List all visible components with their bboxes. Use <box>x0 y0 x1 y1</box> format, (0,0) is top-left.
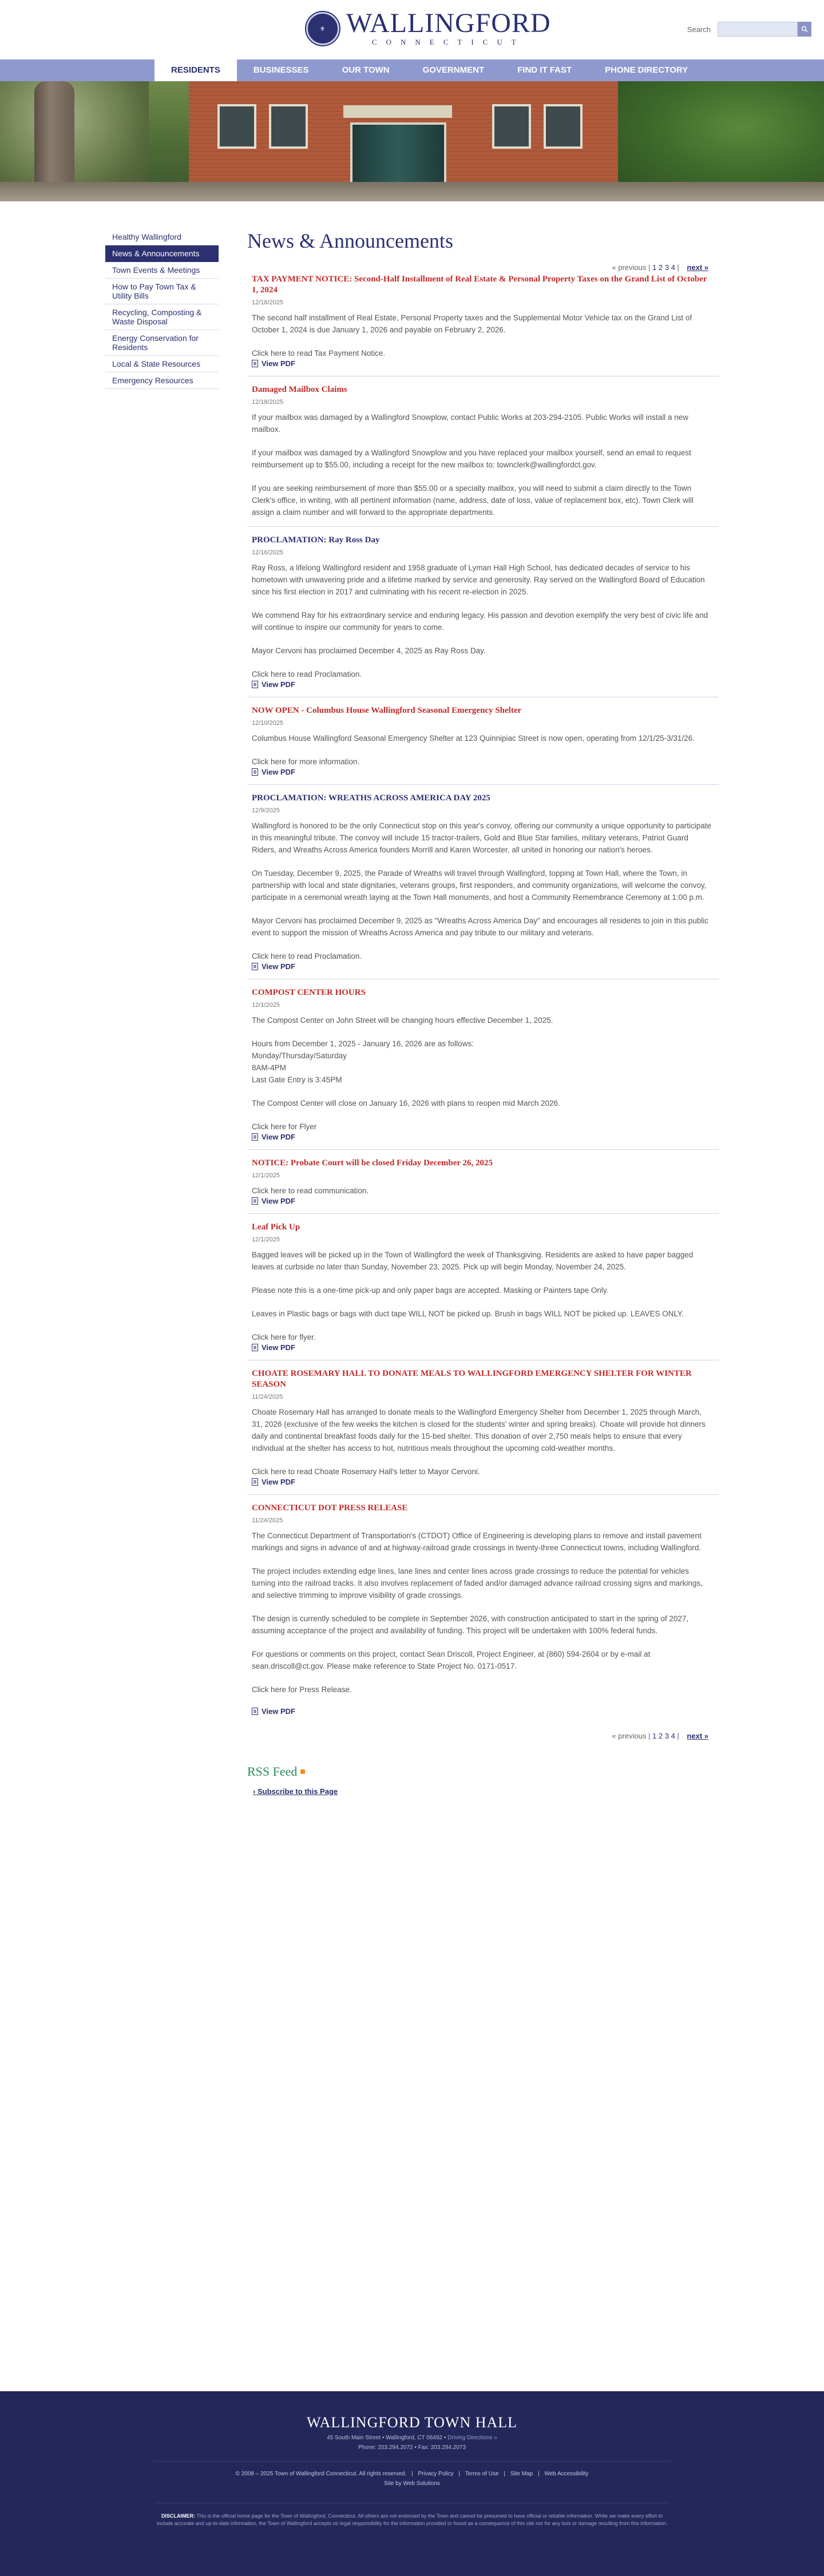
pager-next[interactable]: next » <box>687 1732 708 1740</box>
article-paragraph: Please note this is a one-time pick-up and only paper bags are accepted. Masking or Painters tape Only. <box>252 1286 609 1295</box>
document-icon <box>252 963 258 970</box>
pagination-bottom: « previous | 1 2 3 4 | next » <box>612 1732 708 1740</box>
footer-divider <box>154 2461 670 2462</box>
search-label: Search <box>687 25 711 34</box>
news-article <box>247 1503 719 1724</box>
document-icon <box>252 1344 258 1351</box>
article-paragraph: Hours from December 1, 2025 - January 16, 2026 are as follows: <box>252 1039 474 1048</box>
document-icon <box>252 360 258 367</box>
view-pdf-link[interactable]: View PDF <box>252 1343 714 1352</box>
footer-credit[interactable]: Site by Web Solutions <box>384 2480 440 2487</box>
view-pdf-link[interactable]: View PDF <box>252 680 714 689</box>
document-icon <box>252 681 258 688</box>
news-article <box>247 705 719 785</box>
footer-copyright: © 2008 – 2025 Town of Wallingford Connecticut. All rights reserved. <box>235 2471 407 2477</box>
article-date: 12/18/2025 <box>252 299 284 306</box>
search-input[interactable] <box>718 22 798 37</box>
article-title[interactable]: PROCLAMATION: Ray Ross Day <box>252 535 380 545</box>
pager-page-2[interactable]: 2 <box>658 263 663 272</box>
news-article <box>247 274 719 376</box>
article-title[interactable]: CONNECTICUT DOT PRESS RELEASE <box>252 1503 408 1513</box>
sidebar-item-news[interactable]: News & Announcements <box>105 245 219 262</box>
search-icon <box>801 26 808 33</box>
article-date: 12/18/2025 <box>252 399 284 406</box>
document-icon <box>252 1708 258 1715</box>
pager-previous[interactable]: « previous <box>612 1732 647 1740</box>
article-date: 12/16/2025 <box>252 549 284 556</box>
nav-businesses[interactable]: BUSINESSES <box>253 65 309 75</box>
footer-link-accessibility[interactable]: Web Accessibility <box>544 2471 589 2477</box>
article-paragraph: Wallingford is honored to be the only Connecticut stop on this year's convoy, offering our community a unique opportunity to participate in this meaningful tribute. The convoy will include 15 tractor-trailers, Gold and Blue Star families, military veterans, Patriot Guard Riders, and Wreaths Across America founders Morrill and Karen Worcester, all united in honoring our nation's heroes. <box>252 821 712 854</box>
rss-title: RSS Feed <box>247 1764 298 1779</box>
sidebar-item-healthy-wallingford[interactable]: Healthy Wallingford <box>105 229 219 245</box>
view-pdf-link[interactable]: View PDF <box>252 962 714 971</box>
article-paragraph: Leaves in Plastic bags or bags with duct tape WILL NOT be picked up. Brush in bags WILL NOT be picked up. LEAVES ONLY. <box>252 1309 684 1318</box>
article-date: 11/24/2025 <box>252 1394 283 1400</box>
nav-government[interactable]: GOVERNMENT <box>422 65 485 75</box>
main-content <box>247 229 719 1796</box>
article-link-text: Click here to read Tax Payment Notice. <box>252 349 386 358</box>
article-paragraph: The Compost Center on John Street will be changing hours effective December 1, 2025. <box>252 1016 553 1025</box>
article-link-text: Click here for more information. <box>252 757 360 766</box>
document-icon <box>252 1197 258 1205</box>
news-article <box>247 1158 719 1214</box>
article-paragraph: The Compost Center will close on January 16, 2026 with plans to reopen mid March 2026. <box>252 1099 560 1108</box>
article-paragraph: Ray Ross, a lifelong Wallingford resident and 1958 graduate of Lyman Hall High School, has dedicated decades of service to his hometown with unwavering pride and a lifetime marked by service and generosity. Ray served on the Wallingford Board of Education since his first election in 2017 and culminating with his recent re-election in 2025. <box>252 563 705 596</box>
driving-directions-link[interactable]: Driving Directions » <box>447 2435 497 2441</box>
rss-icon[interactable] <box>300 1769 305 1774</box>
nav-phone-directory[interactable]: PHONE DIRECTORY <box>605 65 688 75</box>
pager-next[interactable]: next » <box>687 263 708 272</box>
article-paragraph: If your mailbox was damaged by a Wallingford Snowplow, contact Public Works at 203-294-2105. Public Works will install a new mailbox. <box>252 413 688 434</box>
article-paragraph: Monday/Thursday/Saturday <box>252 1051 347 1060</box>
article-paragraph: Mayor Cervoni has proclaimed December 4, 2025 as Ray Ross Day. <box>252 646 486 655</box>
article-title[interactable]: CHOATE ROSEMARY HALL TO DONATE MEALS TO WALLINGFORD EMERGENCY SHELTER FOR WINTER SEASON <box>252 1369 692 1389</box>
sidebar-item-energy[interactable]: Energy Conservation for Residents <box>105 330 219 356</box>
hero-image <box>0 81 824 201</box>
article-link-text: Click here to read Proclamation. <box>252 952 362 960</box>
article-paragraph: If you are seeking reimbursement of more than $55.00 or a specialty mailbox, you will need to submit a claim directly to the Town Clerk's office, in writing, with all pertinent information (name, address, date of loss, value of replacement box, etc). Town Clerk will assign a claim number and will forward to the appropriate departments. <box>252 484 694 517</box>
nav-our-town[interactable]: OUR TOWN <box>342 65 390 75</box>
document-icon <box>252 1133 258 1141</box>
footer-title: WALLINGFORD TOWN HALL <box>306 2414 518 2431</box>
article-title[interactable]: PROCLAMATION: WREATHS ACROSS AMERICA DAY 2025 <box>252 793 490 803</box>
pager-page-3[interactable]: 3 <box>664 263 669 272</box>
sidebar-item-events[interactable]: Town Events & Meetings <box>105 262 219 279</box>
article-date: 12/1/2025 <box>252 1002 280 1009</box>
town-seal-icon: ⚜ <box>306 12 339 45</box>
news-article <box>247 1222 719 1360</box>
article-paragraph: The Connecticut Department of Transportation's (CTDOT) Office of Engineering is developing plans to remove and install pavement markings and signs in advance of and at highway-railroad grade crossings in twenty-three Connecticut towns, including Wallingford. <box>252 1531 702 1552</box>
article-paragraph: If your mailbox was damaged by a Wallingford Snowplow and you have replaced your mailbox yourself, send an email to request reimbursement up to $55.00, including a receipt for the new mailbox to: townclerk@wallingfordct.gov. <box>252 448 691 469</box>
pager-page-1[interactable]: 1 <box>652 1732 657 1740</box>
main-nav <box>0 59 824 81</box>
pager-page-2[interactable]: 2 <box>658 1732 663 1740</box>
sidebar-item-pay-bills[interactable]: How to Pay Town Tax & Utility Bills <box>105 279 219 304</box>
article-paragraph: The second half installment of Real Estate, Personal Property taxes and the Supplemental Motor Vehicle tax on the Grand List of October 1, 2024 is due January 1, 2026 and payable on February 2, 2026. <box>252 313 692 334</box>
view-pdf-link[interactable]: View PDF <box>252 1197 714 1205</box>
sidebar-nav <box>105 229 219 389</box>
pager-page-4[interactable]: 4 <box>671 263 675 272</box>
view-pdf-link[interactable]: View PDF <box>252 1707 714 1716</box>
article-link-text: Click here for flyer. <box>252 1333 316 1341</box>
article-link-text: Click here to read communication. <box>252 1186 369 1195</box>
document-icon <box>252 1478 258 1486</box>
subscribe-link[interactable]: › Subscribe to this Page <box>253 1787 338 1796</box>
logo-subtitle: CONNECTICUT <box>371 38 525 46</box>
article-paragraph: The project includes extending edge lines, lane lines and center lines across grade crossings to reduce the potential for vehicles turning into the railroad tracks. It also involves replacement of faded and/or damaged advance railroad crossing signs and markings, and selective trimming to improve visibility of grade crossings. <box>252 1567 703 1599</box>
page-title: News & Announcements <box>247 229 453 252</box>
article-title[interactable]: COMPOST CENTER HOURS <box>252 988 366 997</box>
article-paragraph: We commend Ray for his extraordinary service and enduring legacy. His passion and devotion exemplify the very best of civic life and will continue to inspire our community for years to come. <box>252 611 708 632</box>
pagination-top: « previous | 1 2 3 4 | next » <box>612 263 708 272</box>
article-paragraph: Mayor Cervoni has proclaimed December 9, 2025 as "Wreaths Across America Day" and encourages all residents to join in this public event to support the mission of Wreaths Across America and pay tribute to our military and veterans. <box>252 916 708 937</box>
news-article <box>247 987 719 1150</box>
footer-link-sitemap[interactable]: Site Map <box>510 2471 533 2477</box>
article-title[interactable]: Damaged Mailbox Claims <box>252 385 347 394</box>
article-link-text: Click here to read Choate Rosemary Hall's letter to Mayor Cervoni. <box>252 1467 480 1476</box>
footer-link-terms[interactable]: Terms of Use <box>465 2471 499 2477</box>
pager-page-3[interactable]: 3 <box>664 1732 669 1740</box>
footer-address: 45 South Main Street • Wallingford, CT 06492 • Driving Directions » <box>327 2435 497 2441</box>
site-header <box>0 0 824 57</box>
view-pdf-link[interactable]: View PDF <box>252 359 714 368</box>
rss-section <box>247 1764 719 1796</box>
article-paragraph: Bagged leaves will be picked up in the Town of Wallingford the week of Thanksgiving. Residents are asked to have paper bagged leaves at curbside no later than Sunday, November 23, 2025. Pick up will begin Monday, November 24, 2025. <box>252 1251 694 1271</box>
article-title[interactable]: NOTICE: Probate Court will be closed Friday December 26, 2025 <box>252 1158 493 1168</box>
search-button[interactable] <box>798 22 811 37</box>
logo-title: WALLINGFORD <box>346 8 551 38</box>
document-icon <box>252 768 258 776</box>
footer-phone: Phone: 203.294.2072 • Fax: 203.294.2073 <box>358 2444 466 2451</box>
article-paragraph: Choate Rosemary Hall has arranged to donate meals to the Wallingford Emergency Shelter from December 1, 2025 through March, 31, 2026 (exclusive of the few weeks the kitchen is closed for the students' winter and spring breaks). Choate will provide hot dinners daily and continental breakfast foods daily for the 15-bed shelter. This donation of over 2,750 meals helps to ensure that every individual at the shelter has access to hot, nutritious meals throughout the upcoming cold-weather months. <box>252 1408 706 1452</box>
article-date: 12/1/2025 <box>252 1172 280 1179</box>
view-pdf-link[interactable]: View PDF <box>252 1133 714 1141</box>
site-footer <box>0 2391 824 2576</box>
news-article <box>247 384 719 527</box>
footer-link-privacy[interactable]: Privacy Policy <box>418 2471 454 2477</box>
nav-find-it-fast[interactable]: FIND IT FAST <box>517 65 572 75</box>
article-paragraph: Columbus House Wallingford Seasonal Emergency Shelter at 123 Quinnipiac Street is now open, operating from 12/1/25-3/31/26. <box>252 734 695 743</box>
article-link-text: Click here for Press Release. <box>252 1685 352 1694</box>
search-bar <box>687 22 811 37</box>
article-title[interactable]: NOW OPEN - Columbus House Wallingford Seasonal Emergency Shelter <box>252 706 522 715</box>
article-date: 11/24/2025 <box>252 1517 283 1524</box>
article-paragraph: Last Gate Entry is 3:45PM <box>252 1075 342 1084</box>
sidebar-item-emergency[interactable]: Emergency Resources <box>105 372 219 389</box>
article-paragraph: On Tuesday, December 9, 2025, the Parade of Wreaths will travel through Wallingford, topping at Town Hall, where the Town, in partnership with local and state dignitaries, veterans groups, first responders, and community organizations, will welcome the convoy, participate in a ceremonial wreath laying at the Town Hall monuments, and host a Community Remembrance Ceremony at 1:00 p.m. <box>252 869 707 902</box>
article-date: 12/1/2025 <box>252 1236 280 1243</box>
pager-previous[interactable]: « previous <box>612 263 647 272</box>
view-pdf-link[interactable]: View PDF <box>252 768 714 776</box>
news-article <box>247 535 719 697</box>
pager-page-1[interactable]: 1 <box>652 263 657 272</box>
news-article <box>247 1368 719 1495</box>
footer-copyright-row: © 2008 – 2025 Town of Wallingford Connecticut. All rights reserved. | Privacy Policy | Terms of Use | Site Map | Web Accessibility <box>235 2471 589 2477</box>
view-pdf-link[interactable]: View PDF <box>252 1478 714 1486</box>
article-link-text: Click here for Flyer <box>252 1122 317 1131</box>
footer-disclaimer: DISCLAIMER: This is the official home page for the Town of Wallingford, Connecticut. All others are not endorsed by the Town and cannot be presumed to have official or reliable information. While we make every effort to include accurate and up-to-date information, the Town of Wallingford accepts no legal responsibility for the information provided or found as a consequence of this site nor for any loss or damage resulting from this information. <box>156 2513 668 2526</box>
article-paragraph: 8AM-4PM <box>252 1063 287 1072</box>
sidebar-item-recycling[interactable]: Recycling, Composting & Waste Disposal <box>105 304 219 330</box>
article-paragraph: For questions or comments on this project, contact Sean Driscoll, Project Engineer, at (860) 594-2604 or by e-mail at sean.driscoll@ct.gov. Please make reference to State Project No. 0171-0517. <box>252 1650 651 1670</box>
article-title[interactable]: Leaf Pick Up <box>252 1222 300 1232</box>
nav-residents[interactable]: RESIDENTS <box>154 59 237 81</box>
article-date: 12/9/2025 <box>252 807 280 814</box>
pager-page-4[interactable]: 4 <box>671 1732 675 1740</box>
article-paragraph: The design is currently scheduled to be complete in September 2026, with construction anticipated to start in the spring of 2027, assuming acceptance of the project and availability of funding. This project will be undertaken with 100% federal funds. <box>252 1614 689 1635</box>
article-date: 12/10/2025 <box>252 720 284 727</box>
article-title[interactable]: TAX PAYMENT NOTICE: Second-Half Installment of Real Estate & Personal Property Taxes on the Grand List of October 1, 2024 <box>252 275 707 295</box>
news-article <box>247 793 719 979</box>
site-logo[interactable] <box>306 10 551 47</box>
article-link-text: Click here to read Proclamation. <box>252 670 362 678</box>
sidebar-item-resources[interactable]: Local & State Resources <box>105 356 219 372</box>
